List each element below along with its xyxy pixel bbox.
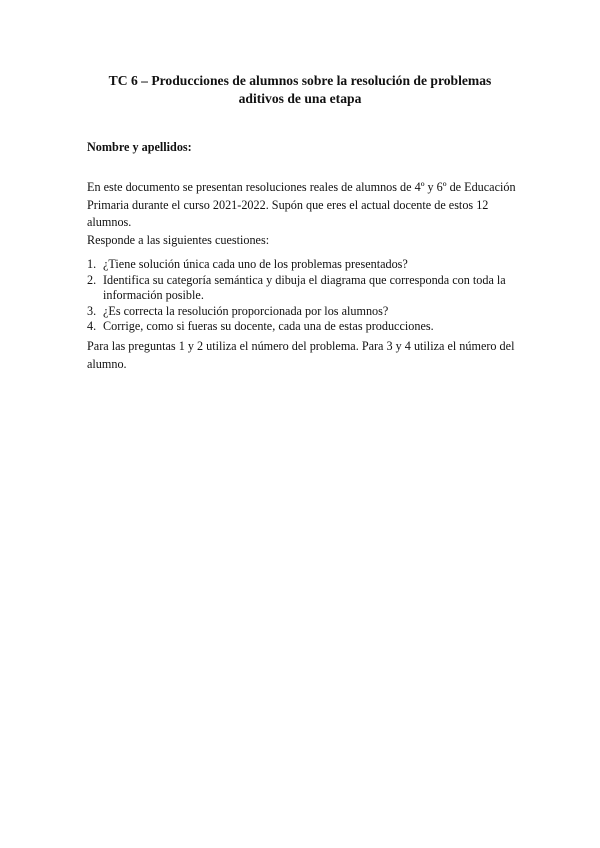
question-item [87,257,527,273]
question-item [87,304,527,320]
intro-paragraph: En este documento se presentan resoluciones reales de alumnos de 4º y 6º de Educación Primaria durante el curso 2021-2022. Supón que eres el actual docente de estos 12 alumnos. [87,180,516,229]
question-number: 3. [87,303,97,318]
question-item [87,319,527,335]
question-text: ¿Tiene solución única cada uno de los problemas presentados? [103,257,408,271]
document-title [80,72,520,108]
question-number: 4. [87,319,97,333]
questions-list [87,257,527,335]
question-number: 2. [87,272,97,287]
questions-lead: Responde a las siguientes cuestiones: [87,233,270,247]
closing-paragraph: Para las preguntas 1 y 2 utiliza el número del problema. Para 3 y 4 utiliza el número del alumno. [87,339,515,371]
question-text: Identifica su categoría semántica y dibuja el diagrama que corresponda con toda la información posible. [103,272,506,302]
title-line-1: TC 6 – Producciones de alumnos sobre la resolución de problemas [108,73,492,88]
question-text: Corrige, como si fueras su docente, cada una de estas producciones. [103,319,434,333]
question-text: ¿Es correcta la resolución proporcionada por los alumnos? [103,303,389,318]
name-label: Nombre y apellidos: [87,140,192,154]
title-line-2: aditivos de una etapa [238,91,362,106]
question-item [87,273,527,304]
question-number: 1. [87,257,97,271]
